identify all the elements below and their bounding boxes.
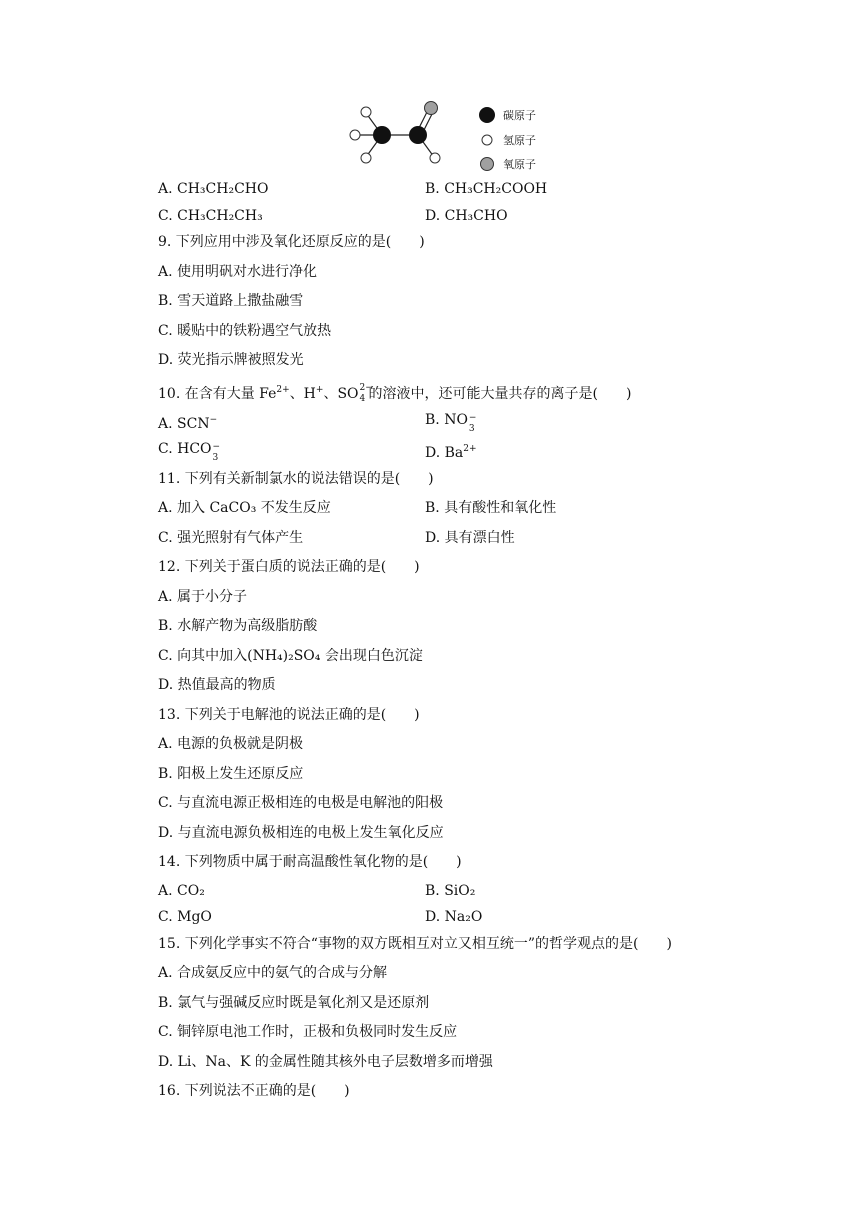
- q14-option-b: B. SiO₂: [425, 883, 476, 899]
- q11-stem: 11. 下列有关新制氯水的说法错误的是( ): [158, 471, 434, 487]
- q9-option-c: C. 暖贴中的铁粉遇空气放热: [158, 323, 332, 339]
- q11-option-a: A. 加入 CaCO₃ 不发生反应: [158, 500, 331, 516]
- oxygen-atom: [425, 102, 438, 115]
- so4-charge: 2−: [359, 383, 373, 393]
- hco3-subscript: 3: [212, 453, 219, 463]
- q12-option-c: C. 向其中加入(NH₄)₂SO₄ 会出现白色沉淀: [158, 648, 423, 664]
- q13-option-a: A. 电源的负极就是阴极: [158, 736, 304, 752]
- q8-option-c: C. CH₃CH₂CH₃: [158, 208, 263, 224]
- q14-option-c: C. MgO: [158, 909, 212, 925]
- scn-charge: −: [209, 415, 218, 425]
- q10-option-d: [425, 440, 477, 462]
- h-charge: +: [315, 385, 324, 395]
- q13-option-c: C. 与直流电源正极相连的电极是电解池的阳极: [158, 795, 444, 811]
- legend-hydrogen-label: 氢原子: [503, 134, 536, 147]
- q12-option-d: D. 热值最高的物质: [158, 677, 276, 693]
- molecule-figure: [0, 0, 860, 190]
- carbon-atom: [373, 126, 391, 144]
- so4-ion: 、SO: [323, 386, 359, 402]
- q10-option-c-text: C. HCO: [158, 441, 212, 457]
- hydrogen-atom: [430, 153, 440, 163]
- q13-option-b: B. 阳极上发生还原反应: [158, 766, 304, 782]
- q10-stem-suffix: 的溶液中，还可能大量共存的离子是( ): [368, 386, 632, 402]
- h-ion: 、H: [289, 386, 316, 402]
- q15-stem: 15. 下列化学事实不符合“事物的双方既相互对立又相互统一”的哲学观点的是( ): [158, 936, 672, 952]
- legend-oxygen-icon: [481, 158, 494, 171]
- no3-subscript: 3: [468, 424, 475, 434]
- q9-option-a: A. 使用明矾对水进行净化: [158, 264, 318, 280]
- q15-option-b: B. 氯气与强碱反应时既是氧化剂又是还原剂: [158, 995, 430, 1011]
- hydrogen-atom: [361, 153, 371, 163]
- q10-option-b-text: B. NO: [425, 412, 468, 428]
- q14-option-a: A. CO₂: [158, 883, 205, 899]
- legend-carbon-icon: [479, 107, 495, 123]
- hydrogen-atom: [361, 107, 371, 117]
- ba-charge: 2+: [463, 444, 477, 454]
- q10-stem-prefix: 10. 在含有大量 Fe: [158, 386, 277, 402]
- q8-option-a: A. CH₃CH₂CHO: [158, 181, 269, 197]
- hco3-charge: −: [212, 442, 221, 452]
- q10-option-a-text: A. SCN: [158, 416, 210, 432]
- so4-charge-stack: [359, 381, 373, 404]
- q15-option-d: D. Li、Na、K 的金属性随其核外电子层数增多而增强: [158, 1054, 493, 1070]
- legend-oxygen-label: 氧原子: [503, 158, 536, 171]
- so4-subscript: 4: [359, 394, 366, 404]
- q11-option-b: B. 具有酸性和氧化性: [425, 500, 557, 516]
- q10-option-c: [158, 440, 222, 463]
- q10-option-d-text: D. Ba: [425, 445, 464, 461]
- q16-stem: 16. 下列说法不正确的是( ): [158, 1083, 350, 1099]
- q8-option-b: B. CH₃CH₂COOH: [425, 181, 548, 197]
- q14-option-d: D. Na₂O: [425, 909, 483, 925]
- q11-option-c: C. 强光照射有气体产生: [158, 530, 304, 546]
- q9-stem: 9. 下列应用中涉及氧化还原反应的是( ): [158, 234, 425, 250]
- no3-charge-stack: [468, 411, 478, 434]
- q10-option-b: [425, 411, 478, 434]
- q14-stem: 14. 下列物质中属于耐高温酸性氧化物的是( ): [158, 854, 462, 870]
- legend-carbon-label: 碳原子: [503, 109, 536, 122]
- q15-option-a: A. 合成氨反应中的氨气的合成与分解: [158, 965, 388, 981]
- q12-stem: 12. 下列关于蛋白质的说法正确的是( ): [158, 559, 420, 575]
- hydrogen-atom: [350, 130, 360, 140]
- fe-charge: 2+: [276, 385, 290, 395]
- q8-option-d: D. CH₃CHO: [425, 208, 508, 224]
- no3-charge: −: [468, 413, 477, 423]
- q12-option-a: A. 属于小分子: [158, 589, 248, 605]
- legend-hydrogen-icon: [482, 135, 492, 145]
- q10-stem: [158, 381, 631, 403]
- q13-stem: 13. 下列关于电解池的说法正确的是( ): [158, 707, 420, 723]
- hco3-charge-stack: [212, 440, 222, 463]
- q15-option-c: C. 铜锌原电池工作时，正极和负极同时发生反应: [158, 1024, 458, 1040]
- q13-option-d: D. 与直流电源负极相连的电极上发生氧化反应: [158, 825, 444, 841]
- q12-option-b: B. 水解产物为高级脂肪酸: [158, 618, 318, 634]
- q11-option-d: D. 具有漂白性: [425, 530, 515, 546]
- carbon-atom: [409, 126, 427, 144]
- q9-option-d: D. 荧光指示牌被照发光: [158, 352, 304, 368]
- q9-option-b: B. 雪天道路上撒盐融雪: [158, 293, 304, 309]
- q10-option-a: [158, 411, 217, 433]
